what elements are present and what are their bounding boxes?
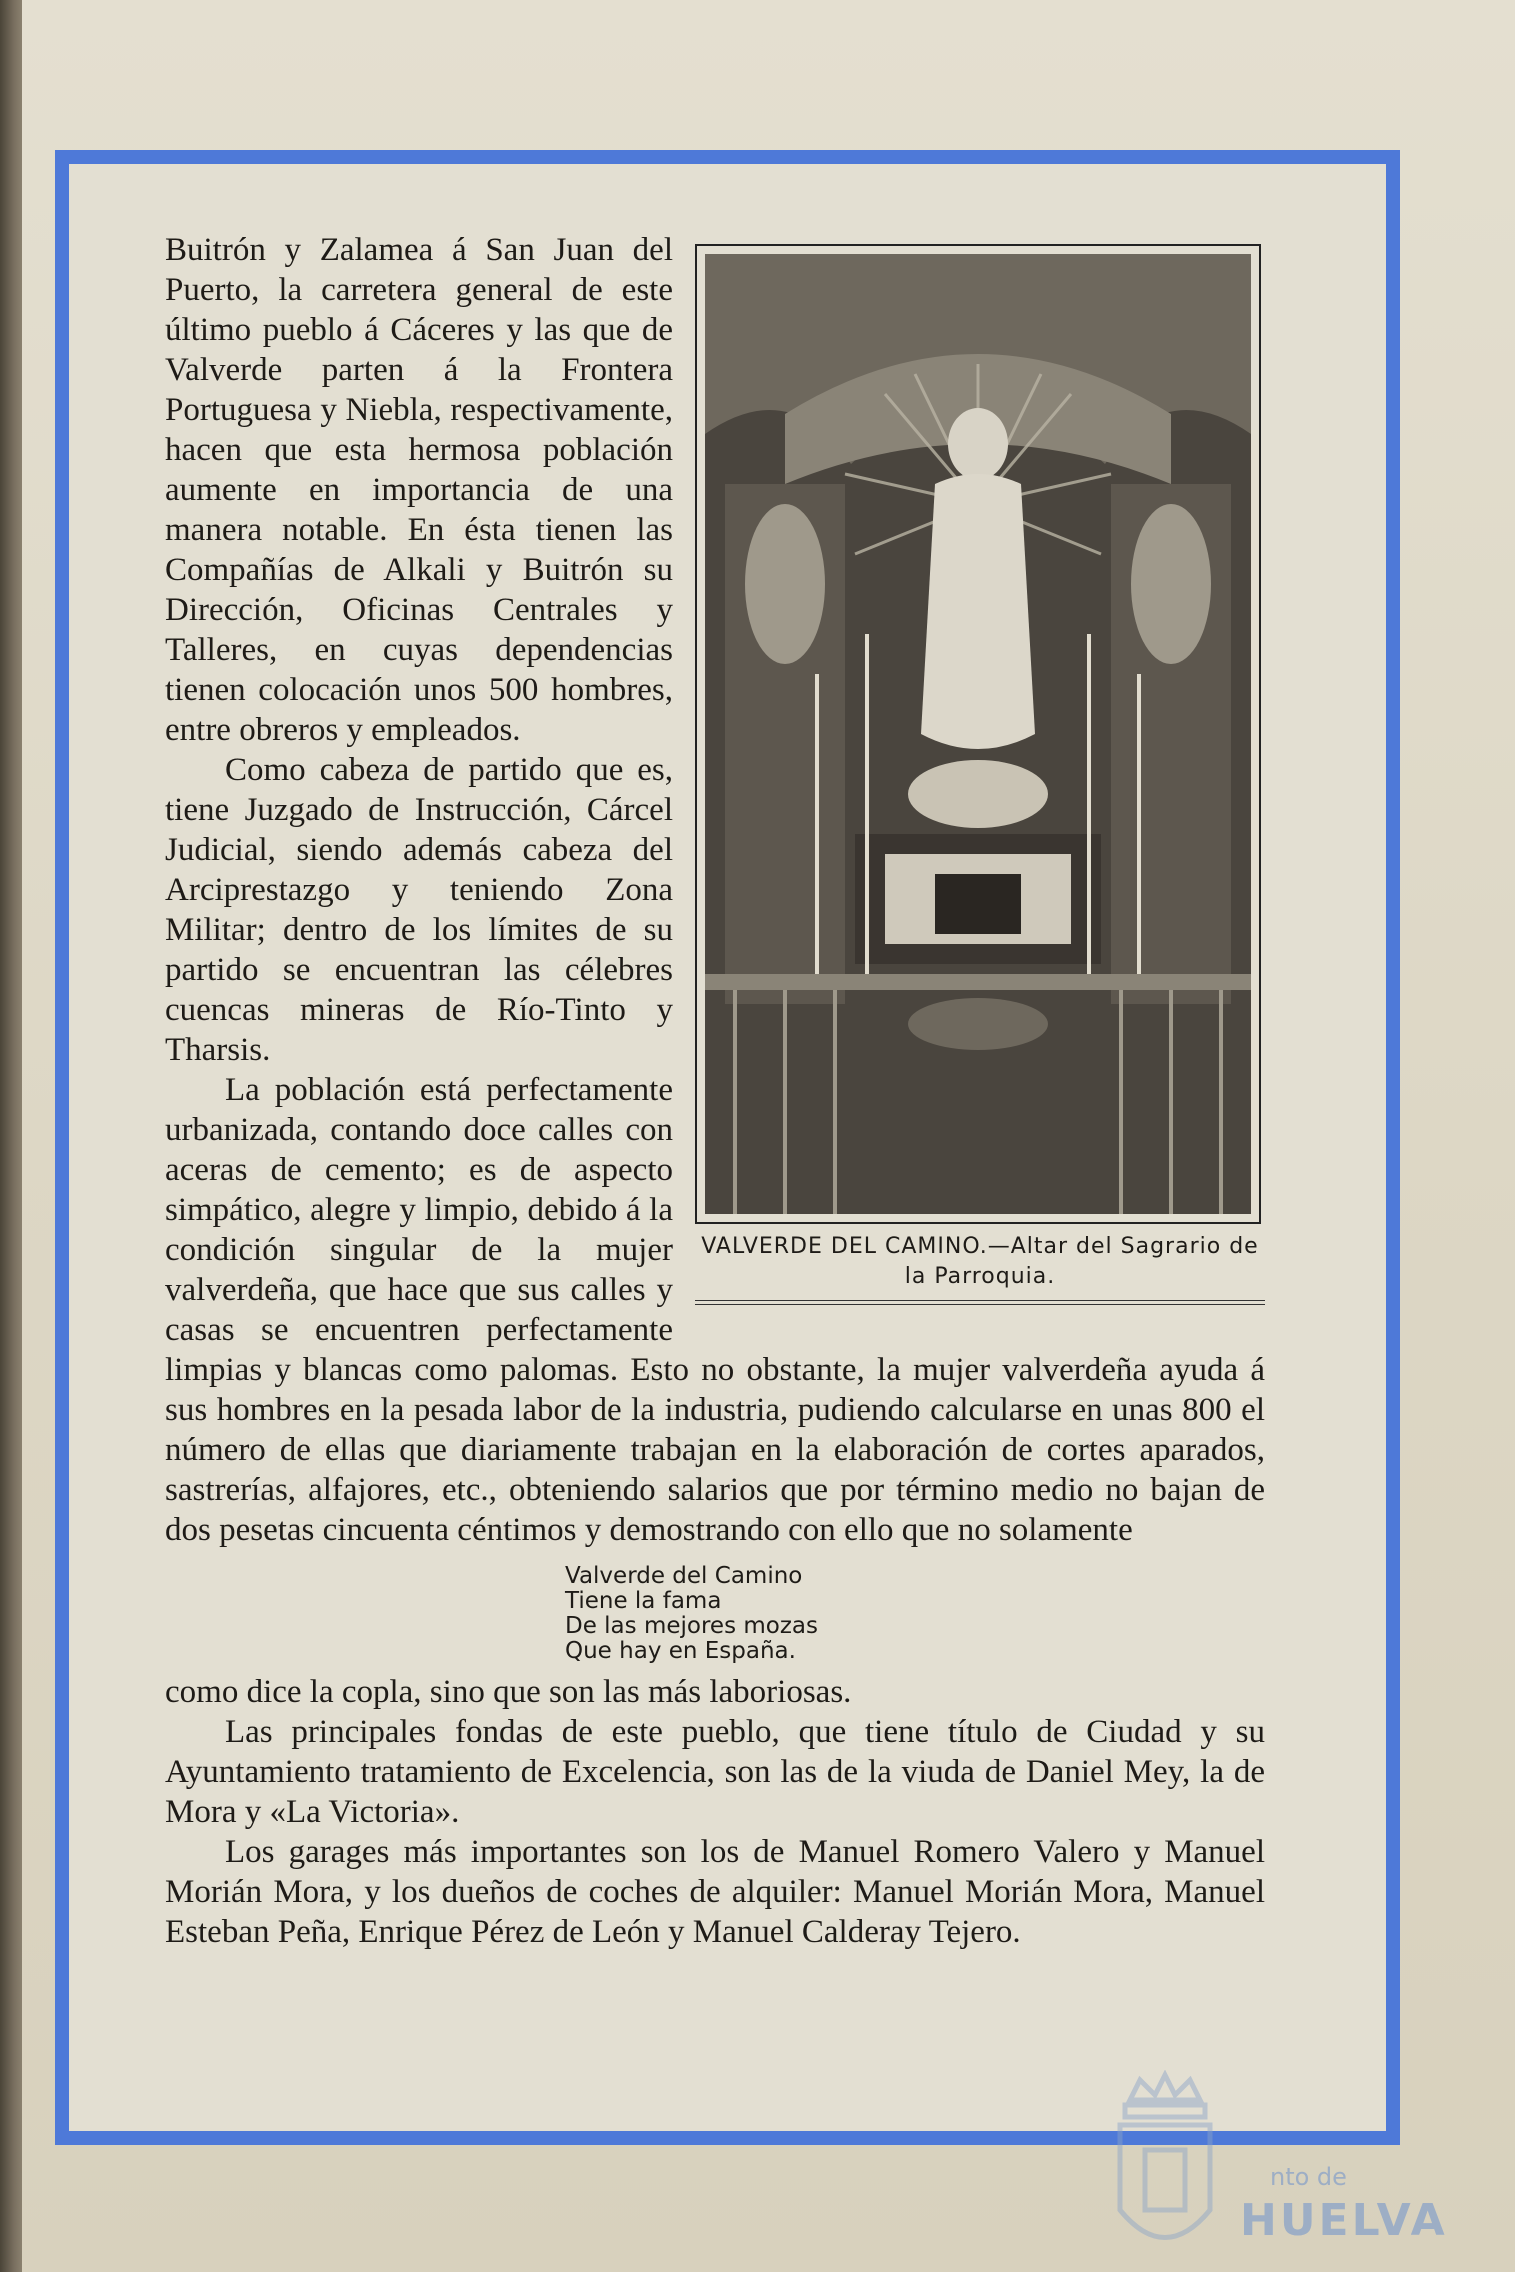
verse-line: Valverde del Camino <box>565 1563 803 1589</box>
altar-figure <box>695 244 1265 1305</box>
verse-line: Que hay en España. <box>565 1638 796 1664</box>
paragraph-2: Como cabeza de partido que es, tiene Juzgado de Instrucción, Cárcel Judicial, siendo además cabeza del Arciprestazgo y teniendo Zona Militar; dentro de los límites de su partido se encuentran las célebres cuencas mineras de Río-Tinto y Tharsis. <box>165 752 673 1068</box>
altar-illustration <box>705 254 1251 1214</box>
verse-line: Tiene la fama <box>565 1588 722 1614</box>
paragraph-1: Buitrón y Zalamea á San Juan del Puerto, la carretera general de este último pueblo á Cáceres y las que de Valverde parten á la Frontera Portuguesa y Niebla, respectivamente, hacen que esta hermosa población aumente en importancia de una manera notable. En ésta tienen las Compañías de Alkali y Buitrón su Dirección, Oficinas Centrales y Talleres, en cuyas dependencias tienen colocación unos 500 hombres, entre obreros y empleados. <box>165 232 673 748</box>
altar-photograph <box>695 244 1261 1224</box>
article-body <box>165 230 1265 1952</box>
figure-caption: VALVERDE DEL CAMINO.—Altar del Sagrario de la Parroquia. <box>701 1234 1259 1289</box>
paragraph-6: Los garages más importantes son los de Manuel Romero Valero y Manuel Morián Mora, y los dueños de coches de alquiler: Manuel Morián Mora, Manuel Esteban Peña, Enrique Pérez de León y Manuel Calderay Tejero. <box>165 1834 1265 1950</box>
paragraph-5: Las principales fondas de este pueblo, que tiene título de Ciudad y su Ayuntamiento tratamiento de Excelencia, son las de la viuda de Daniel Mey, la de Mora y «La Victoria». <box>165 1714 1265 1830</box>
altar-photo-image <box>705 254 1251 1214</box>
watermark-title: HUELVA <box>1240 2195 1448 2246</box>
paragraph-3: La población está perfectamente urbanizada, contando doce calles con aceras de cemento; es de aspecto simpático, alegre y limpio, debido á la condición singular de la mujer valverdeña, que hace que sus calles y casas se encuentren perfectamente limpias y blancas como palomas. Esto no obstante, la mujer valverdeña ayuda á sus hombres en la pesada labor de la industria, pudiendo calcularse en unas 800 el número de ellas que diariamente trabajan en la elaboración de cortes aparados, sastrerías, alfajores, etc., obteniendo salarios que por término medio no bajan de dos pesetas cincuenta céntimos y demostrando con ello que no solamente <box>165 1072 1265 1548</box>
coat-of-arms-watermark-icon <box>1100 2070 1230 2270</box>
paragraph-4: como dice la copla, sino que son las más laboriosas. <box>165 1674 852 1710</box>
verse-line: De las mejores mozas <box>565 1613 818 1639</box>
caption-rule <box>695 1300 1265 1305</box>
copla-verse <box>565 1564 1265 1664</box>
watermark-text: nto de <box>1270 2163 1347 2191</box>
